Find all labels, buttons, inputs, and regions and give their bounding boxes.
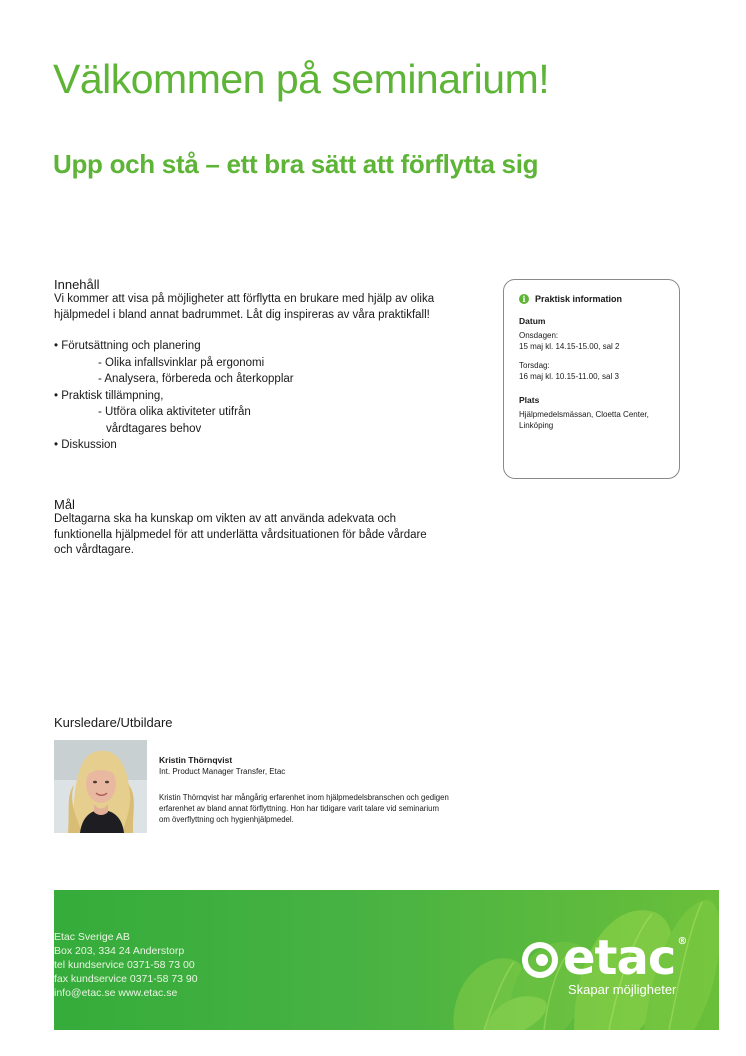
info-icon: i [519, 294, 529, 304]
phone: tel kundservice 0371-58 73 00 [54, 959, 195, 971]
portrait-image [54, 740, 147, 833]
goal-heading: Mål [54, 497, 75, 512]
date-1 [519, 330, 674, 352]
fax: fax kundservice 0371-58 73 90 [54, 973, 198, 985]
web-email: info@etac.se www.etac.se [54, 987, 178, 999]
speaker-role: Int. Product Manager Transfer, Etac [159, 767, 286, 776]
speaker-bio: Kristin Thörnqvist har mångårig erfarenhet inom hjälpmedelsbranschen och gedigen erfarenhet av bland annat förflyttning. Hon har tidigare varit talare vid seminarium om överflyttning och hygienhjälpmedel. [159, 793, 449, 824]
page-subtitle: Upp och stå – ett bra sätt att förflytta sig [53, 149, 539, 179]
info-box [503, 279, 680, 479]
date-1-day: Onsdagen: [519, 331, 559, 340]
content-intro: Vi kommer att visa på möjligheter att förflytta en brukare med hjälp av olika hjälpmedel i bland annat badrummet. Låt dig inspireras av våra praktikfall! [54, 293, 435, 321]
date-1-time: 15 maj kl. 14.15-15.00, sal 2 [519, 342, 620, 351]
etac-logo [520, 930, 687, 997]
speaker-name: Kristin Thörnqvist [159, 755, 233, 765]
list-subitem: - Olika infallsvinklar på ergonomi [98, 356, 265, 369]
info-title-row [519, 294, 674, 304]
logo-wordmark [520, 930, 686, 986]
info-title: Praktisk information [535, 294, 623, 304]
page-title: Välkommen på seminarium! [53, 56, 550, 102]
footer-banner [54, 890, 719, 1030]
goal-text: Deltagarna ska ha kunskap om vikten av att använda adekvata och funktionella hjälpmedel för att underlätta vårdsituationen för både vårdare och vårdtagare. [54, 513, 427, 556]
address: Box 203, 334 24 Anderstorp [54, 945, 185, 957]
logo-swirl-icon [520, 938, 560, 978]
contact-info [54, 930, 198, 1000]
company-name: Etac Sverige AB [54, 931, 130, 943]
logo-text: etac [563, 930, 676, 986]
goal-section [54, 497, 434, 559]
list-subitem: - Analysera, förbereda och återkopplar [98, 373, 294, 385]
date-2-time: 16 maj kl. 10.15-11.00, sal 3 [519, 372, 619, 381]
date-label: Datum [519, 316, 546, 326]
date-2 [519, 360, 674, 382]
logo-tagline: Skapar möjligheter [568, 982, 677, 997]
place-text: Hjälpmedelsmässan, Cloetta Center, Linköping [519, 410, 649, 430]
content-heading: Innehåll [54, 277, 100, 292]
date-2-day: Torsdag: [519, 361, 550, 370]
speaker-heading: Kursledare/Utbildare [54, 715, 173, 730]
list-subitem: - Utföra olika aktiviteter utifrån [98, 406, 251, 418]
place-label: Plats [519, 395, 540, 405]
list-item: • Diskussion [54, 439, 117, 451]
content-section [54, 277, 454, 454]
list-item: • Praktisk tillämpning, [54, 389, 164, 402]
content-list [54, 338, 454, 454]
speaker-photo [54, 740, 147, 833]
registered-mark: ® [677, 936, 687, 947]
speaker-info [159, 755, 449, 825]
list-item: • Förutsättning och planering [54, 340, 201, 352]
list-subitem: vårdtagares behov [106, 422, 202, 435]
